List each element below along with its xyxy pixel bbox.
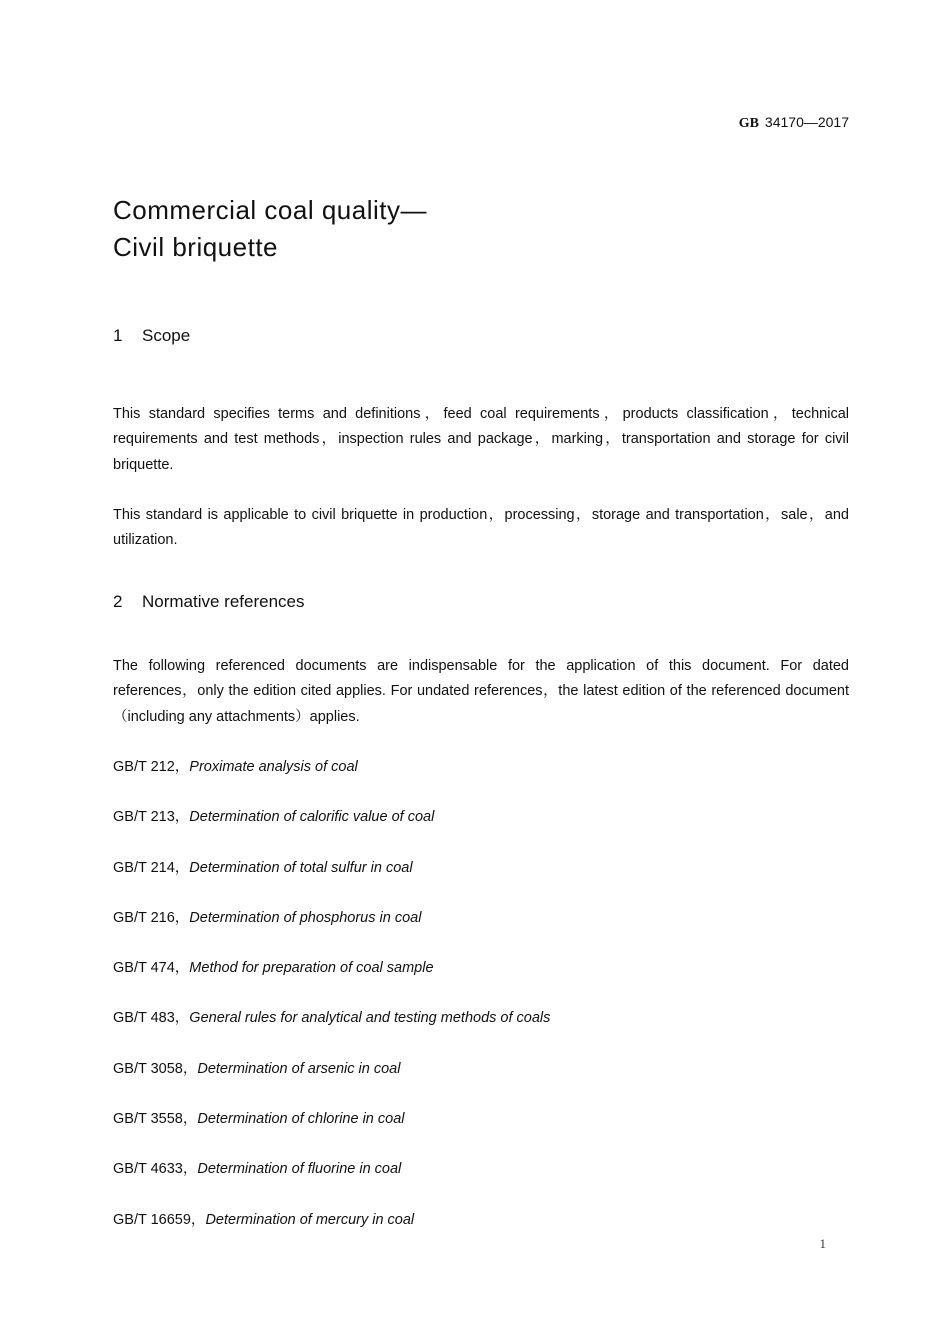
reference-title: Determination of total sulfur in coal [189,859,413,876]
reference-item [113,857,849,907]
reference-title: Determination of calorific value of coal [189,809,435,826]
document-title-line-2: Civil briquette [113,232,279,262]
scope-paragraph-2: This standard is applicable to civil briquette in production，processing，storage and transportation，sale，and utilization. [113,507,849,549]
reference-title: Determination of phosphorus in coal [189,909,422,926]
document-title [113,192,427,266]
reference-item [113,1158,849,1208]
reference-code: GB/T 3558， [113,1111,198,1128]
reference-code: GB/T 4633， [113,1161,198,1178]
reference-code: GB/T 483， [113,1010,190,1027]
reference-item [113,1007,849,1057]
standard-code [739,114,849,132]
reference-item [113,1058,849,1108]
reference-list [113,756,849,1259]
document-title-line-1: Commercial coal quality— [113,195,427,225]
reference-code: GB/T 3058， [113,1060,198,1077]
section-title: Scope [142,326,191,345]
reference-code: GB/T 213， [113,809,190,826]
reference-title: General rules for analytical and testing methods of coals [189,1010,551,1027]
reference-title: Proximate analysis of coal [189,759,358,775]
reference-title: Determination of chlorine in coal [197,1111,405,1128]
reference-title: Determination of mercury in coal [205,1211,415,1228]
standard-prefix: GB [738,116,759,131]
page-number: 1 [819,1236,826,1251]
reference-item [113,1209,849,1259]
reference-item [113,1108,849,1158]
reference-title: Determination of arsenic in coal [197,1060,401,1077]
section-number: 1 [113,326,123,345]
reference-code: GB/T 214， [113,859,190,876]
reference-title: Method for preparation of coal sample [189,960,434,977]
scope-paragraph-1: This standard specifies terms and definitions，feed coal requirements，products classification，technical requirements and test methods，inspection rules and package，marking，transportation and storage for civil briquette. [113,406,849,473]
reference-title: Determination of fluorine in coal [197,1161,402,1178]
section-heading-normative-references [113,592,305,612]
reference-code: GB/T 216， [113,909,190,926]
reference-item [113,756,849,806]
standard-number: 34170—2017 [764,114,849,130]
reference-code: GB/T 16659， [113,1211,206,1228]
references-intro-paragraph: The following referenced documents are indispensable for the application of this document. For dated references，only the edition cited applies. For undated references，the latest edition of the referenced document（including any attachments）applies. [113,658,849,725]
section-heading-scope [113,326,190,346]
reference-item [113,806,849,856]
section-number: 2 [113,592,123,611]
reference-code: GB/T 212， [113,759,190,775]
reference-item [113,907,849,957]
section-title: Normative references [142,592,305,611]
reference-item [113,957,849,1007]
reference-code: GB/T 474， [113,960,190,977]
